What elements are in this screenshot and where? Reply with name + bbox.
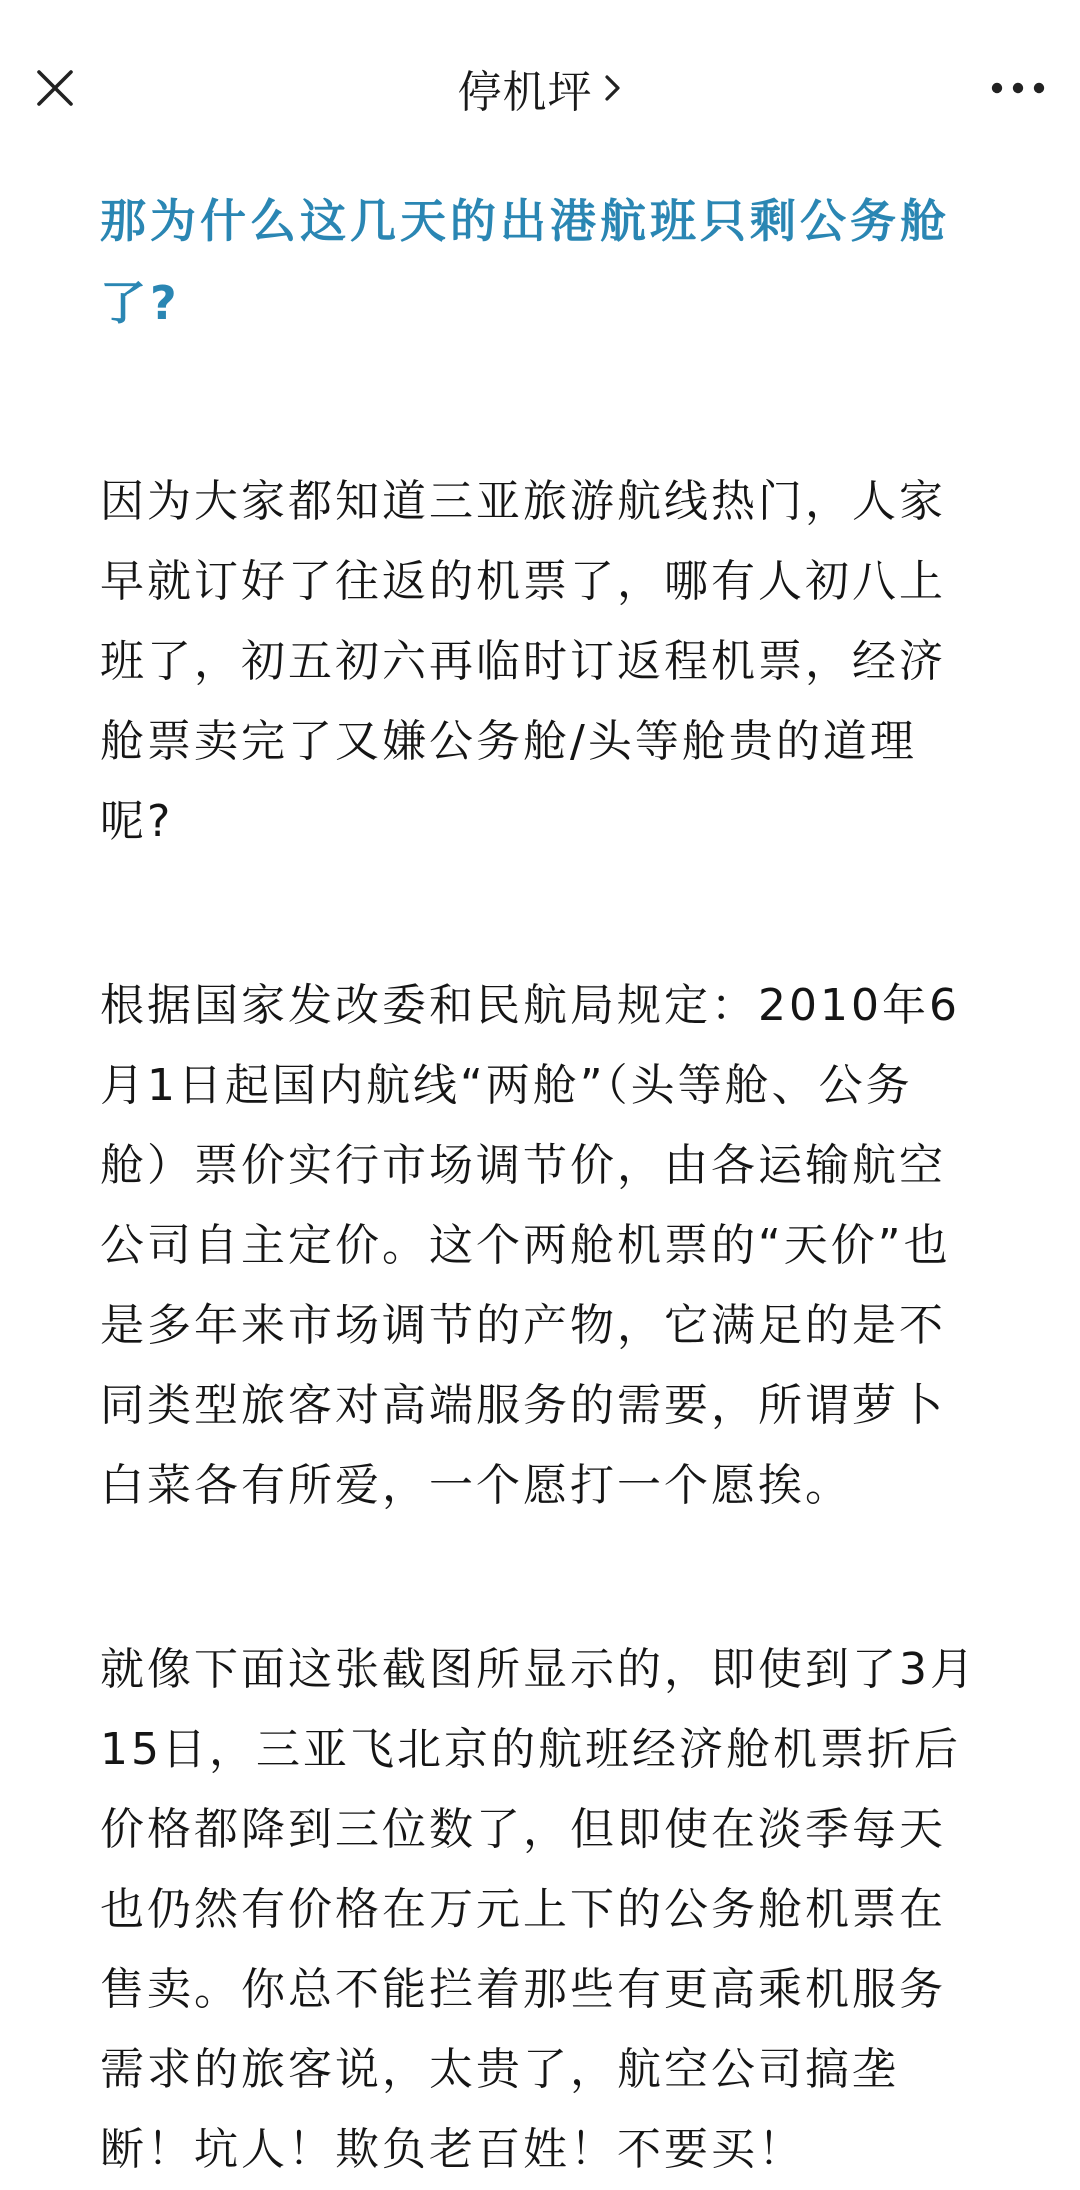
article-heading: 那为什么这几天的出港航班只剩公务舱了? <box>100 194 950 330</box>
more-horizontal-icon <box>990 81 1046 95</box>
account-title-link[interactable] <box>0 50 1080 126</box>
paragraph-1: 因为大家都知道三亚旅游航线热门，人家早就订好了往返的机票了，哪有人初八上班了，初五初六再临时订返程机票，经济舱票卖完了又嫌公务舱/头等舱贵的道理呢? <box>100 476 946 847</box>
top-navigation-bar <box>0 0 1080 172</box>
paragraph-2: 根据国家发改委和民航局规定：2010年6月1日起国内航线“两舱”（头等舱、公务舱）票价实行市场调节价，由各运输航空公司自主定价。这个两舱机票的“天价”也是多年来市场调节的产物，它满足的是不同类型旅客对高端服务的需要，所谓萝卜白菜各有所爱，一个愿打一个愿挨。 <box>100 980 960 1511</box>
page-title: 停机坪 <box>457 67 593 118</box>
article-body <box>0 172 1080 2190</box>
more-options-button[interactable] <box>978 48 1058 128</box>
chevron-right-icon <box>603 73 623 103</box>
paragraph-3: 就像下面这张截图所显示的，即使到了3月15日，三亚飞北京的航班经济舱机票折后价格都降到三位数了，但即使在淡季每天也仍然有价格在万元上下的公务舱机票在售卖。你总不能拦着那些有更高乘机服务需求的旅客说，太贵了，航空公司搞垄断！坑人！欺负老百姓！不要买！ <box>100 1644 977 2175</box>
